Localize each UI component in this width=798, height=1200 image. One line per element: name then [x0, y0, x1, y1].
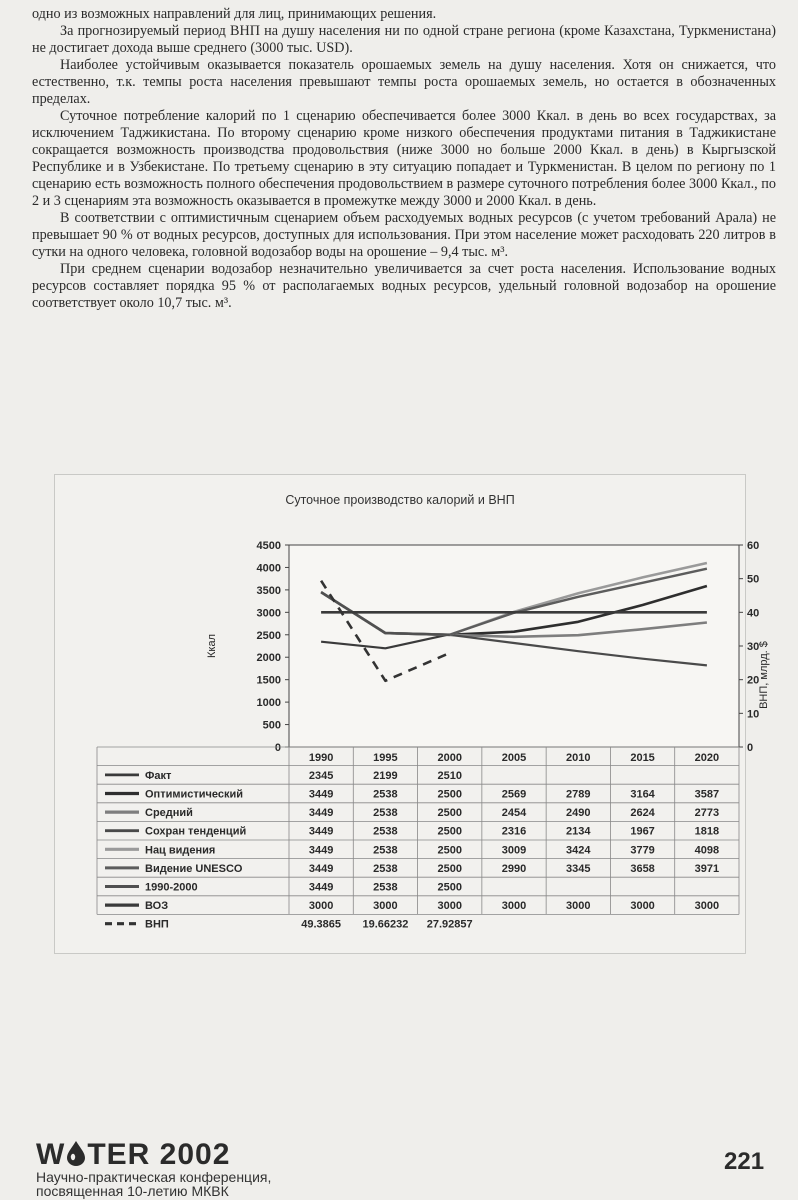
legend-label: ВНП	[145, 918, 169, 931]
table-cell: 19.66232	[362, 918, 409, 931]
table-cell: 2134	[566, 825, 591, 838]
legend-label: Средний	[145, 807, 193, 820]
table-cell: 3000	[630, 900, 655, 913]
y2-tick-label: 0	[747, 742, 754, 754]
y2-tick-label: 20	[747, 674, 760, 687]
table-cell: 3009	[501, 844, 527, 857]
table-cell: 3449	[308, 844, 334, 857]
table-cell: 3000	[308, 900, 334, 913]
table-cell: 2538	[373, 881, 398, 894]
table-cell: 2500	[437, 862, 462, 875]
table-cell: 3000	[437, 900, 462, 913]
table-cell: 2500	[437, 844, 462, 857]
table-cell: 3449	[308, 788, 334, 801]
y-tick-label: 2000	[256, 652, 281, 665]
legend-label: Нац видения	[145, 844, 216, 857]
y2-tick-label: 10	[747, 708, 760, 721]
table-cell: 2990	[501, 862, 527, 875]
chart-title: Суточное производство калорий и ВНП	[285, 493, 515, 507]
paragraph: В соответствии с оптимистичным сценарием объем расходуемых водных ресурсов (с учетом требований Арала) не превышает 90 % от водных ресурсов, доступных для использования. При этом население может расходовать 220 литров в сутки на одного человека, головной водозабор воды на орошение – 9,4 тыс. м³.	[32, 210, 776, 260]
legend-label: Оптимистический	[145, 788, 244, 801]
table-cell: 3345	[566, 862, 591, 875]
y-tick-label: 3500	[256, 584, 281, 597]
table-cell: 3587	[694, 788, 720, 801]
paragraph: одно из возможных направлений для лиц, принимающих решения.	[32, 6, 437, 22]
table-cell: 2538	[373, 862, 398, 875]
table-cell: 2454	[501, 807, 527, 820]
table-cell: 3449	[308, 881, 334, 894]
x-tick-label: 2015	[630, 752, 655, 764]
x-tick-label: 2020	[694, 752, 720, 764]
table-cell: 2316	[501, 825, 527, 838]
y-tick-label: 4000	[256, 562, 281, 575]
y2-tick-label: 30	[747, 641, 760, 653]
table-cell: 3449	[308, 807, 334, 820]
table-cell: 3779	[630, 844, 655, 857]
y2-tick-label: 40	[747, 607, 760, 620]
table-cell: 2500	[437, 807, 462, 820]
table-cell: 2538	[373, 807, 398, 820]
table-cell: 2345	[308, 769, 334, 782]
x-tick-label: 1995	[373, 752, 398, 764]
legend-label: Факт	[145, 769, 172, 782]
water-drop-icon	[65, 1140, 87, 1166]
table-cell: 3658	[630, 862, 655, 875]
chart-figure	[54, 474, 770, 954]
logo-text-end: TER 2002	[87, 1138, 231, 1171]
conference-subtitle	[36, 1170, 271, 1198]
x-tick-label: 1990	[308, 752, 334, 764]
legend-label: Видение UNESCO	[145, 862, 243, 875]
y-tick-label: 2500	[256, 629, 281, 642]
table-cell: 3971	[694, 862, 720, 875]
y-tick-label: 3000	[256, 607, 281, 620]
table-cell: 2538	[373, 825, 398, 838]
logo-text-start: W	[36, 1138, 66, 1171]
table-cell: 2569	[501, 788, 527, 801]
table-cell: 1818	[694, 825, 720, 838]
y2-tick-label: 60	[747, 540, 760, 552]
table-cell: 49.3865	[301, 918, 342, 931]
legend-label: 1990-2000	[145, 881, 198, 894]
table-cell: 3000	[501, 900, 527, 913]
table-cell: 4098	[694, 844, 720, 857]
y2-tick-label: 50	[747, 573, 760, 586]
y2-axis-label: ВНП, млрд. $	[758, 641, 770, 709]
table-cell: 3000	[566, 900, 591, 913]
conference-logo	[36, 1138, 230, 1172]
table-cell: 2538	[373, 788, 398, 801]
y-tick-label: 500	[262, 719, 281, 732]
table-cell: 2199	[373, 769, 398, 782]
paragraph: Суточное потребление калорий по 1 сценарию обеспечивается более 3000 Ккал. в день во всех государствах, за исключением Таджикистана. По второму сценарию кроме низкого обеспечения продуктами питания в Таджикистане сокращается возможность производства продовольствия (ниже 3000 но больше 2000 Ккал. в день) в Кыргызской Республике и в Узбекистане. По третьему сценарию в эту ситуацию попадает и Туркменистан. В целом по региону по 1 сценарию есть возможность полного обеспечения продовольствием в размере суточного потребления более 3000 Ккал., по 2 и 3 сценариям эта возможность оказывается в промежутке между 3000 и 2000 Ккал. в день.	[32, 108, 776, 209]
table-cell: 2500	[437, 788, 462, 801]
paragraph: За прогнозируемый период ВНП на душу населения ни по одной стране региона (кроме Казахстана, Туркменистана) не достигает дохода выше среднего (3000 тыс. USD).	[32, 23, 776, 56]
subtitle-line: посвященная 10-летию МКВК	[36, 1183, 229, 1199]
y-tick-label: 4500	[256, 540, 281, 552]
table-cell: 3449	[308, 825, 334, 838]
table-cell: 2624	[630, 807, 655, 820]
chart-svg	[55, 475, 770, 953]
table-cell: 2789	[566, 788, 591, 801]
table-cell: 2500	[437, 881, 462, 894]
subtitle-line: Научно-практическая конференция,	[36, 1169, 272, 1185]
table-cell: 3000	[694, 900, 720, 913]
legend-label: Сохран тенденций	[145, 825, 247, 838]
table-cell: 1967	[630, 825, 655, 838]
paragraph: Наиболее устойчивым оказывается показатель орошаемых земель на душу населения. Хотя он снижается, что естественно, т.к. темпы роста населения превышают темпы роста орошаемых земель, но остается в обозначенных пределах.	[32, 57, 776, 107]
table-cell: 2510	[437, 769, 462, 782]
x-tick-label: 2010	[566, 752, 591, 764]
table-cell: 3164	[630, 788, 655, 801]
table-cell: 3449	[308, 862, 334, 875]
page-number: 221	[724, 1148, 765, 1175]
y-tick-label: 1000	[256, 697, 281, 710]
table-cell: 2773	[694, 807, 720, 820]
paragraph: При среднем сценарии водозабор незначительно увеличивается за счет роста населения. Использование водных ресурсов составляет порядка 95 % от располагаемых водных ресурсов, удельный головной водозабор на орошение соответствует около 10,7 тыс. м³.	[32, 261, 776, 311]
table-cell: 2538	[373, 844, 398, 857]
table-cell: 27.92857	[426, 918, 473, 931]
body-text	[32, 6, 776, 312]
x-tick-label: 2005	[501, 752, 527, 764]
table-cell: 3000	[373, 900, 398, 913]
y-tick-label: 0	[274, 742, 281, 754]
y-tick-label: 1500	[256, 674, 281, 687]
table-cell: 3424	[566, 844, 591, 857]
table-cell: 2490	[566, 807, 591, 820]
table-cell: 2500	[437, 825, 462, 838]
legend-label: ВОЗ	[145, 900, 169, 913]
y-axis-label: Ккал	[206, 634, 218, 658]
x-tick-label: 2000	[437, 752, 462, 764]
